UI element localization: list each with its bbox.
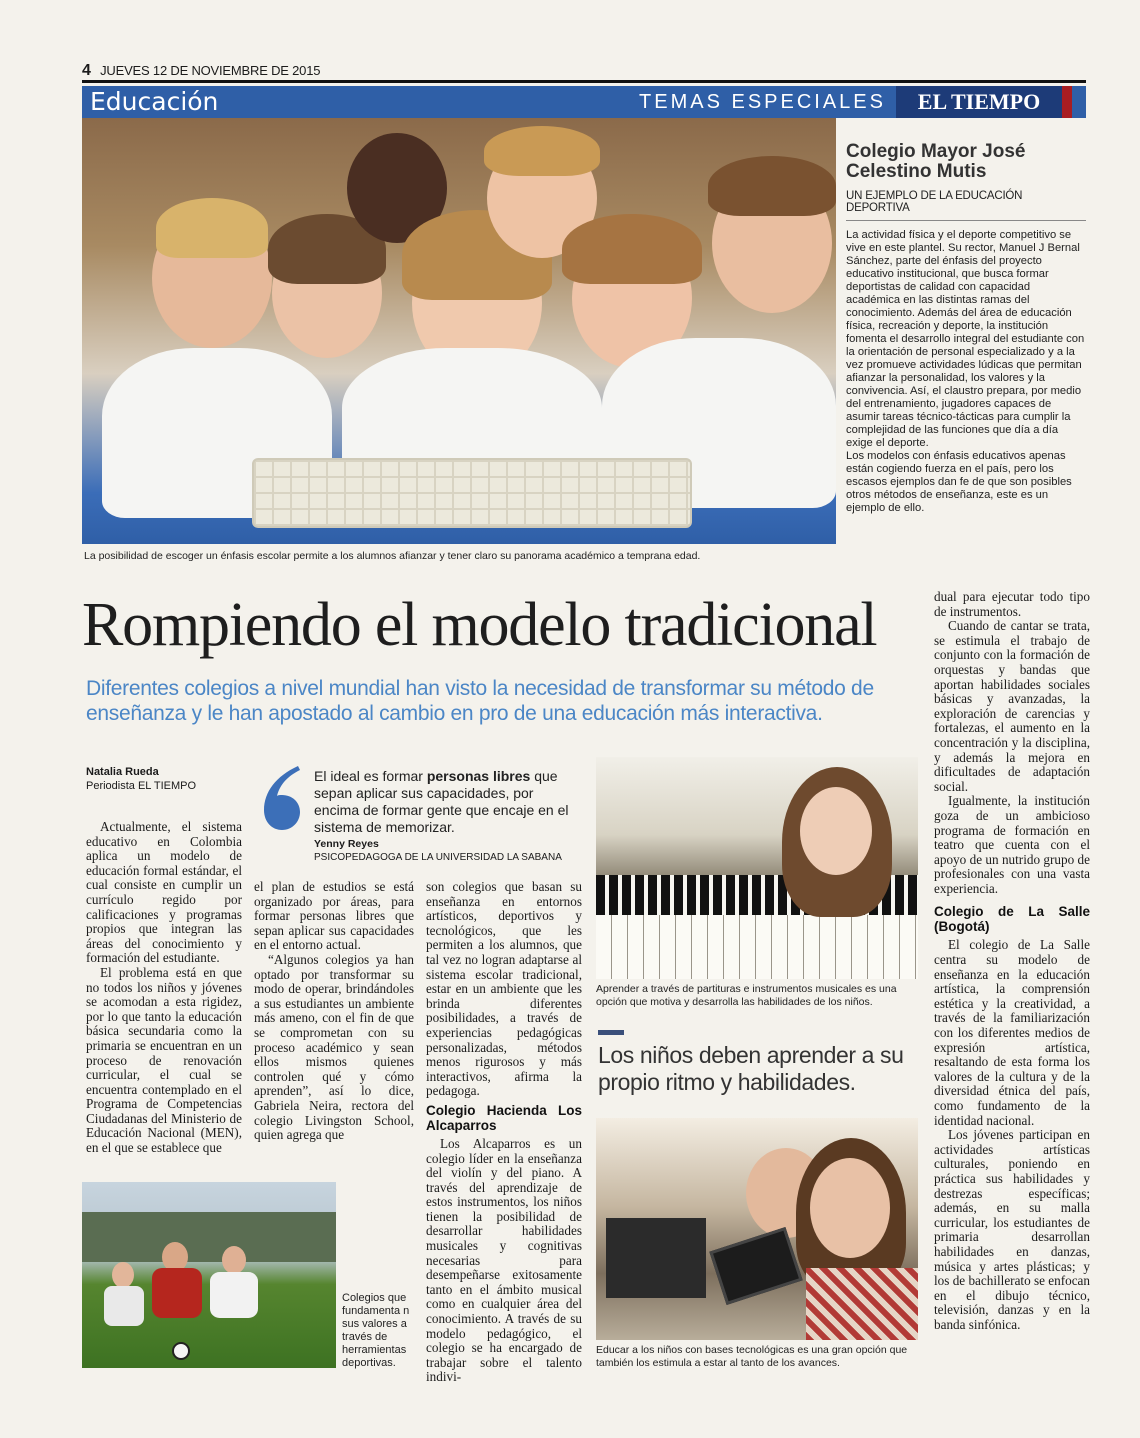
article-paragraph: dual para ejecutar todo tipo de instrumentos.: [934, 589, 1090, 619]
page-number: 4: [82, 62, 91, 79]
article-column-3: [426, 880, 582, 1385]
sidebox-title: Colegio Mayor José Celestino Mutis: [846, 141, 1026, 182]
top-photo-caption: La posibilidad de escoger un énfasis escolar permite a los alumnos afianzar y tener claro su panorama académico a temprana edad.: [84, 550, 701, 562]
article-headline: Rompiendo el modelo tradicional: [82, 591, 877, 659]
article-paragraph: “Algunos colegios ya han optado por transformar su modo de operar, brindándoles a sus estudiantes un ambiente más ameno, con el fin de que se comprometan con su proceso académico y sean ellos mismos quienes controlen qué y cómo aprenden”, así lo dice, Gabriela Neira, rectora del colegio Livingston School, quien agrega que: [254, 951, 414, 1143]
quote-text-end: que sepan aplicar sus capacidades, por encima de formar gente que encaje en el sistema de memorizar.: [314, 768, 569, 835]
quote-emphasis: personas libres: [426, 768, 531, 784]
quote-author-role: PSICOPEDAGOGA DE LA UNIVERSIDAD LA SABANA: [314, 852, 562, 863]
article-paragraph: Igualmente, la institución goza de un ambicioso programa de formación en teatro que cuenta con el apoyo de un nutrido grupo de profesionales con una vasta experiencia.: [934, 793, 1090, 896]
article-column-5: [934, 590, 1090, 1333]
kids-keyboard-photo: [82, 118, 836, 544]
article-paragraph: El colegio de La Salle centra su modelo de enseñanza en la educación artística, la comprensión estética y la creatividad, a través de la familiarización con los diferentes medios de expresión artística, resaltando de esta forma los valores de la cultura y de la diversidad étnica del país, como fundamento de la identidad nacional.: [934, 937, 1090, 1128]
series-label: TEMAS ESPECIALES: [639, 91, 886, 113]
sidebox-paragraph: La actividad física y el deporte competitivo se vive en este plantel. Su rector, Manuel J Bernal Sánchez, parte del énfasis del proyecto educativo institucional, que busca formar deportistas de calidad con capacidad académica en las distintas ramas del conocimiento. Además del área de educación física, recreación y deporte, la institución fomenta el desarrollo integral del estudiante con la orientación de personal especializado y a la vez promueve actividades lúdicas que permitan afianzar la personalidad, los valores y la convivencia. Así, el claustro prepara, por medio del entrenamiento, jugadores capaces de asumir tareas técnico-tácticas para cumplir la complejidad de las funciones que día a día exige el deporte.: [846, 229, 1085, 449]
quote-mark-icon: [258, 762, 304, 832]
article-paragraph: El problema está en que no todos los niños y jóvenes se acomodan a esta rigidez, por lo que tanto la educación básica secundaria como la primaria se encuentran en un proceso de renovación curricular, el cual se encuentra contemplado en el Programa de Competencias Ciudadanas del Ministerio de Educación Nacional (MEN), en el que se establece que: [86, 964, 242, 1156]
brand-logo: EL TIEMPO: [896, 86, 1072, 118]
article-paragraph: son colegios que basan su enseñanza en entornos artísticos, deportivos y tecnológicos, que les permiten a los alumnos, que tal vez no logran adaptarse al sistema escolar tradicional, estar en un ambiente que les brinda diferentes posibilidades, a través de experiencias pedagógicas personalizadas, métodos menos rigurosos y más interactivos, afirma la pedagoga.: [426, 879, 582, 1099]
article-paragraph: Cuando de cantar se trata, se estimula el trabajo de conjunto con la formación de orquestas y bandas que aportan habilidades sociales básicas y avanzadas, la exploración de carencias y fortalezas, el aumento en la concentración y la disciplina, y además la mejora en dificultades de adaptación social.: [934, 618, 1090, 794]
byline: [86, 765, 196, 793]
date-line: [82, 62, 320, 80]
soccer-caption: Colegios que fundamenta n sus valores a través de herramientas deportivas.: [342, 1292, 410, 1369]
classroom-caption: Educar a los niños con bases tecnológicas es una gran opción que también los estimula a estar al tanto de los avances.: [596, 1344, 908, 1369]
classroom-tablet-photo: [596, 1118, 918, 1340]
article-paragraph: Actualmente, el sistema educativo en Colombia aplica un modelo de educación formal estándar, el cual consiste en cumplir un currículo regido por calificaciones y programas propios que integran las áreas del conocimiento y formación del estudiante.: [86, 819, 242, 966]
article-column-1: [86, 820, 242, 1156]
quote-attribution: [314, 838, 562, 864]
section-bar: [82, 86, 1086, 118]
article-deck: Diferentes colegios a nivel mundial han visto la necesidad de transformar su método de enseñanza y le han apostado al cambio en pro de una educación más interactiva.: [86, 677, 874, 725]
article-paragraph: el plan de estudios se está organizado por áreas, para formar personas libres que sepan aplicar sus capacidades en el entorno actual.: [254, 879, 414, 953]
section-name: Educación: [90, 87, 219, 116]
sidebox-paragraph: Los modelos con énfasis educativos apenas están cogiendo fuerza en el país, pero los escasos ejemplos dan fe de que son posibles otros métodos de enseñanza, este es un ejemplo de ello.: [846, 450, 1072, 514]
sidebox-rule: [846, 220, 1086, 221]
piano-girl-photo: [596, 757, 918, 979]
pull-quote: Los niños deben aprender a su propio ritmo y habilidades.: [598, 1042, 904, 1095]
article-column-2: [254, 880, 414, 1143]
quote-text-start: El ideal es formar: [314, 768, 427, 784]
pull-quote-yenny: [314, 768, 582, 836]
subhead-la-salle: Colegio de La Salle (Bogotá): [934, 904, 1090, 935]
issue-date: JUEVES 12 DE NOVIEMBRE DE 2015: [100, 63, 321, 78]
author-name: Natalia Rueda: [86, 766, 159, 778]
subhead-alcaparros: Colegio Hacienda Los Alcaparros: [426, 1102, 582, 1133]
sidebox-kicker: UN EJEMPLO DE LA EDUCACIÓN DEPORTIVA: [846, 190, 1023, 214]
sidebox-mutis: [846, 142, 1086, 515]
article-paragraph: Los Alcaparros es un colegio líder en la enseñanza del violín y del piano. A través del aprendizaje de estos instrumentos, los niños tienen la posibilidad de desarrollar habilidades musicales y cognitivas necesarias para desempeñarse exitosamente tanto en el ámbito musical como en cualquier área del conocimiento. A través de su modelo pedagógico, el colegio se ha encargado de trabajar sobre el talento indivi-: [426, 1135, 582, 1385]
quote-author-name: Yenny Reyes: [314, 838, 379, 850]
author-role: Periodista EL TIEMPO: [86, 780, 197, 792]
soccer-photo: [82, 1182, 336, 1368]
piano-caption: Aprender a través de partituras e instrumentos musicales es una opción que motiva y desarrolla las habilidades de los niños.: [596, 983, 897, 1008]
article-paragraph: Los jóvenes participan en actividades artísticas culturales, poniendo en práctica sus habilidades y destrezas específicas; además, en su malla curricular, los estudiantes de primaria desarrollan habilidades en danzas, música y artes plásticas; y los de bachillerato se enfocan en el dibujo técnico, televisión, danzas y en la banda sinfónica.: [934, 1127, 1090, 1332]
keyboard-image: [252, 458, 692, 528]
pull-quote-marker: [598, 1030, 624, 1035]
header-rule: [82, 80, 1086, 83]
